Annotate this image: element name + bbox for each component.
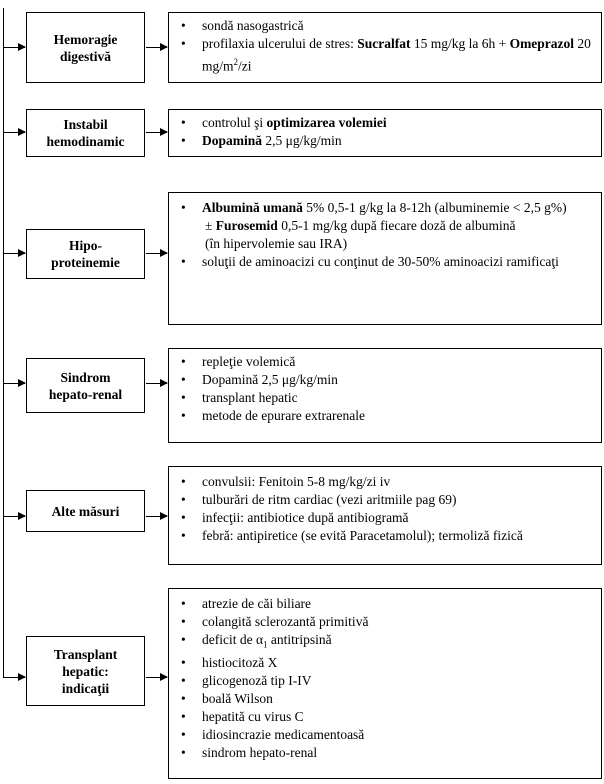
list-item — [177, 726, 595, 744]
text-run: colangită sclerozantă primitivă — [202, 614, 369, 629]
text-run: /zi — [238, 58, 252, 74]
list-item — [177, 217, 595, 235]
list-item — [177, 253, 595, 271]
bold-text: Furosemid — [215, 218, 278, 233]
treatment-list — [177, 353, 595, 425]
node-label-line: indicaţii — [61, 680, 110, 696]
node-label-line: hepato-renal — [48, 386, 123, 402]
panel-hemoragie-digestiva — [168, 12, 602, 83]
node-instabil-hemodinamic — [26, 109, 145, 157]
node-label-line: Transplant — [53, 646, 118, 662]
trunk-arrow-alte — [3, 516, 25, 517]
arrow-alte-to-panel — [146, 516, 167, 517]
arrow-hipoproteinemie-to-panel — [146, 253, 167, 254]
node-label-line: Hemoragie — [53, 31, 118, 47]
node-label-line: Alte măsuri — [51, 503, 120, 519]
list-item — [177, 708, 595, 726]
arrow-hepatorenal-to-panel — [146, 383, 167, 384]
text-run: infecţii: antibiotice după antibiogramă — [202, 510, 409, 525]
bold-text: Omeprazol — [509, 36, 575, 51]
text-run: convulsii: Fenitoin 5-8 mg/kg/zi iv — [202, 474, 391, 489]
bold-text: Sucralfat — [357, 36, 411, 51]
node-label-line: hepatic: — [62, 663, 109, 679]
node-alte-masuri — [26, 490, 145, 532]
treatment-list — [177, 473, 595, 545]
text-run: repleţie volemică — [202, 354, 296, 369]
text-run: deficit de α — [202, 632, 264, 647]
node-sindrom-hepato-renal — [26, 358, 145, 413]
text-run: idiosincrazie medicamentoasă — [202, 726, 365, 742]
list-item — [177, 672, 595, 690]
node-transplant-hepatic — [26, 636, 145, 706]
panel-alte-masuri — [168, 466, 602, 565]
list-item — [177, 690, 595, 708]
text-run: 20 mg/m — [202, 36, 591, 74]
text-run: (în hipervolemie sau IRA) — [205, 236, 348, 251]
list-item — [177, 132, 595, 150]
text-run: 5% 0,5-1 g/kg la 8-12h (albuminemie < 2,5 g%) — [302, 200, 567, 215]
trunk-line — [3, 8, 4, 678]
trunk-arrow-transplant — [3, 677, 25, 678]
list-item — [177, 389, 595, 407]
text-run: histiocitoză X — [202, 654, 278, 670]
text-run: 2 — [233, 57, 239, 67]
text-run: boală Wilson — [202, 690, 273, 706]
list-item — [177, 473, 595, 491]
text-run: profilaxia ulcerului de stres: — [202, 36, 358, 51]
list-item — [177, 114, 595, 132]
list-item — [177, 491, 595, 509]
node-label-line: Instabil — [63, 117, 108, 132]
text-run: antitripsină — [267, 632, 332, 647]
arrow-instabil-to-panel — [146, 132, 167, 133]
text-run: febră: antipiretice (se evită Paracetamolul); termoliză fizică — [202, 528, 523, 543]
list-item — [177, 527, 595, 545]
text-run: sondă nasogastrică — [202, 18, 304, 33]
text-run: 1 — [263, 639, 268, 650]
node-label-line: hemodinamic — [46, 134, 125, 149]
text-run: 2,5 μg/kg/min — [262, 133, 342, 148]
panel-transplant-hepatic — [168, 588, 602, 779]
trunk-arrow-hemoragie — [3, 47, 25, 48]
text-run: transplant hepatic — [202, 390, 298, 405]
text-run: 15 mg/kg la 6h + — [410, 36, 510, 51]
node-label-line: digestivă — [59, 48, 111, 64]
arrow-transplant-to-panel — [146, 677, 167, 678]
list-item — [177, 654, 595, 672]
list-item — [177, 371, 595, 389]
node-label-line: proteinemie — [51, 255, 120, 270]
arrow-hemoragie-to-panel — [146, 47, 167, 48]
panel-instabil-hemodinamic — [168, 109, 602, 157]
treatment-list — [177, 595, 595, 762]
trunk-arrow-hipoproteinemie — [3, 253, 25, 254]
text-run: sindrom hepato-renal — [202, 744, 318, 760]
node-hipoproteinemie — [26, 229, 145, 279]
text-run: 0,5-1 mg/kg după fiecare doză de albumină — [277, 218, 516, 233]
list-item — [177, 613, 595, 631]
bold-text: Albumină umană — [202, 200, 303, 215]
text-run: glicogenoză tip I-IV — [202, 672, 312, 688]
text-run: tulburări de ritm cardiac (vezi aritmiile pag 69) — [202, 492, 457, 507]
panel-sindrom-hepato-renal — [168, 348, 602, 443]
list-item — [177, 509, 595, 527]
treatment-list — [177, 17, 595, 76]
list-item — [177, 595, 595, 613]
node-hemoragie-digestiva — [26, 12, 145, 83]
treatment-list — [177, 114, 595, 150]
list-item — [177, 353, 595, 371]
bold-text: Dopamină — [202, 133, 263, 148]
text-run: metode de epurare extrarenale — [202, 408, 366, 423]
bold-text: optimizarea volemiei — [266, 115, 387, 130]
trunk-arrow-hepatorenal — [3, 383, 25, 384]
node-label-line: Hipo- — [68, 238, 102, 253]
list-item — [177, 407, 595, 425]
text-run: soluţii de aminoacizi cu conţinut de 30-50% aminoacizi ramificaţi — [202, 254, 559, 269]
text-run: ± — [205, 218, 216, 233]
text-run: atrezie de căi biliare — [202, 596, 312, 611]
trunk-arrow-instabil — [3, 132, 25, 133]
text-run: hepatită cu virus C — [202, 708, 304, 724]
list-item — [177, 35, 595, 76]
list-item — [177, 17, 595, 35]
list-item — [177, 744, 595, 762]
list-item — [177, 235, 595, 253]
list-item — [177, 631, 595, 654]
list-item — [177, 199, 595, 217]
treatment-list — [177, 199, 595, 271]
node-label-line: Sindrom — [60, 369, 111, 385]
panel-hipoproteinemie — [168, 192, 602, 325]
text-run: controlul şi — [202, 115, 267, 130]
text-run: Dopamină 2,5 μg/kg/min — [202, 372, 338, 387]
